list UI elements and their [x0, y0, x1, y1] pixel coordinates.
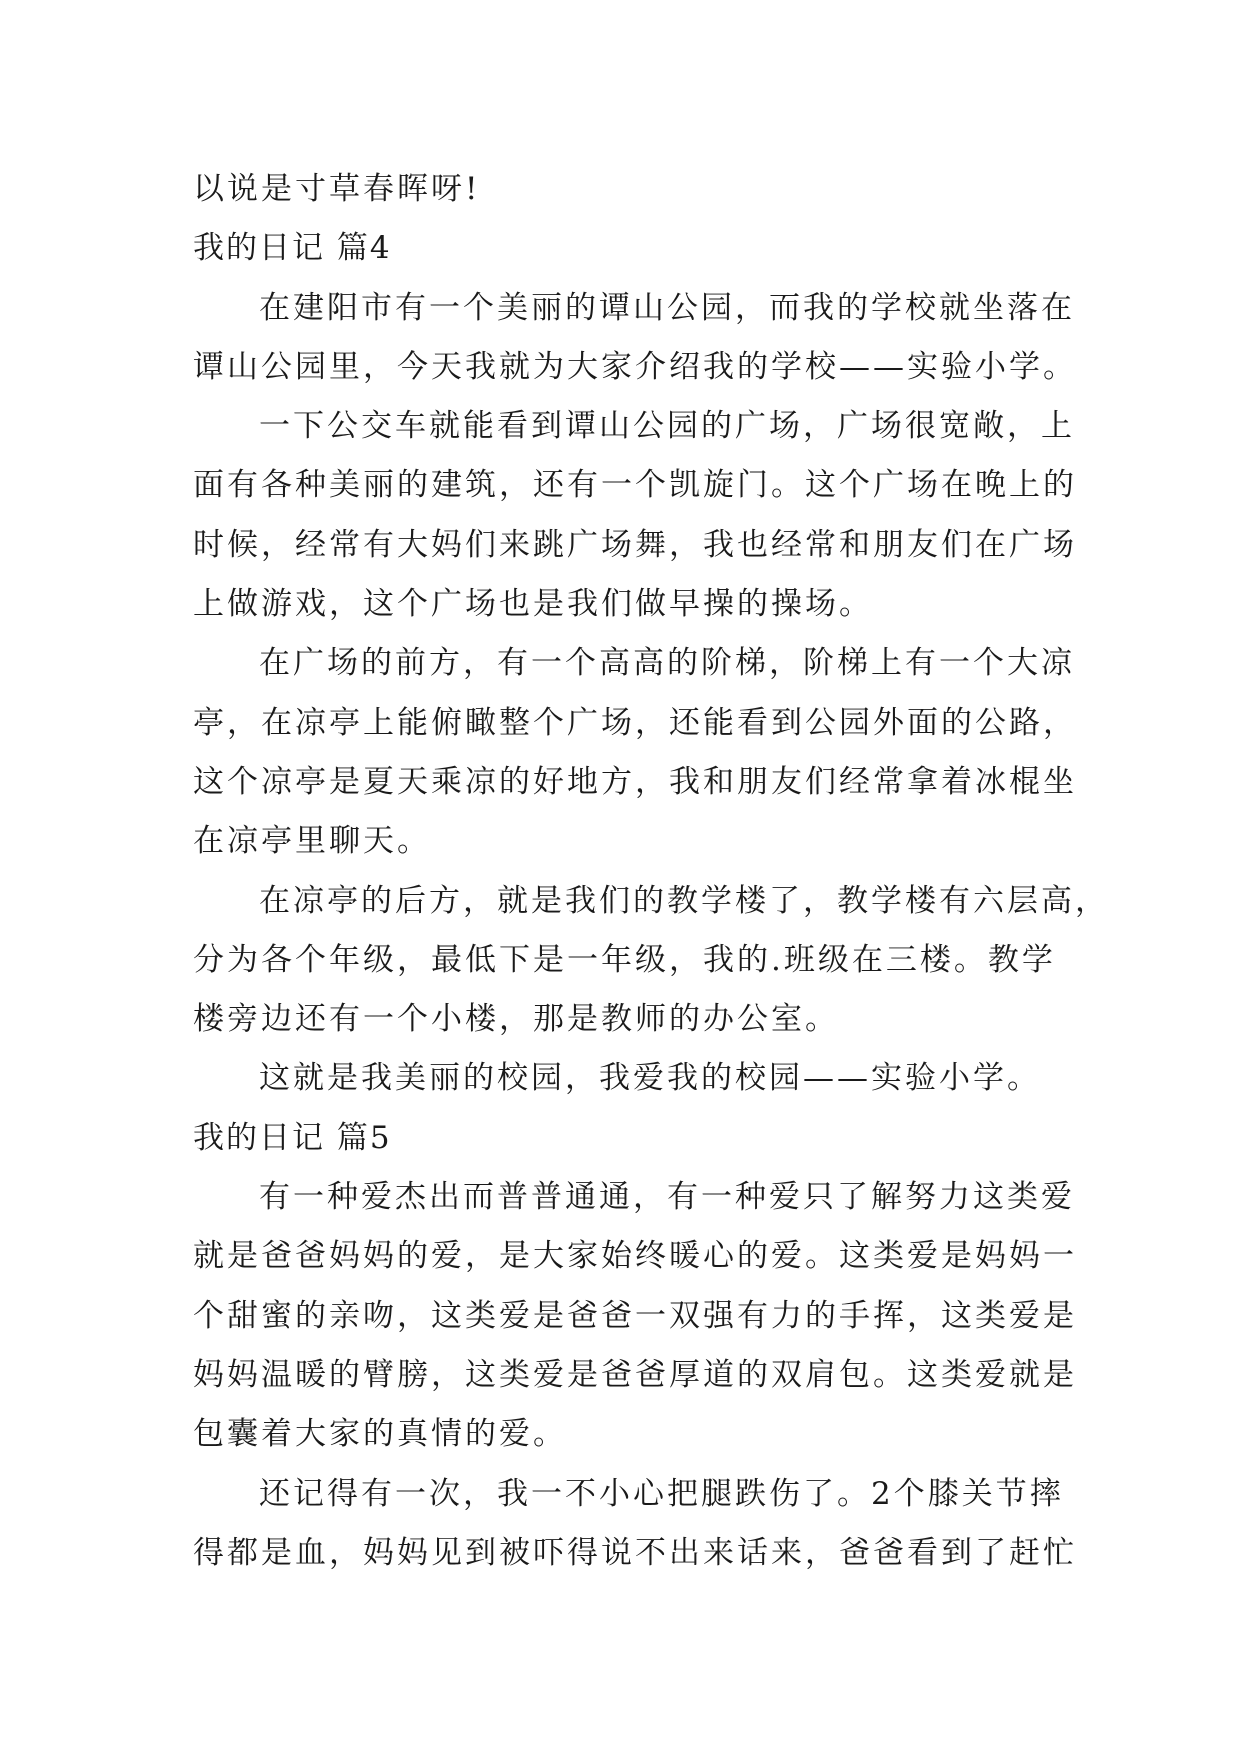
text-line: 时候，经常有大妈们来跳广场舞，我也经常和朋友们在广场	[193, 526, 1077, 563]
text-line: 还记得有一次，我一不小心把腿跌伤了。2个膝关节摔	[259, 1475, 1064, 1512]
text-line: 分为各个年级，最低下是一年级，我的.班级在三楼。教学	[193, 941, 1056, 978]
document-body	[193, 160, 1109, 1583]
text-line: 在建阳市有一个美丽的谭山公园，而我的学校就坐落在	[259, 289, 1075, 326]
text-line: 楼旁边还有一个小楼，那是教师的办公室。	[193, 1001, 839, 1038]
text-line: 这个凉亭是夏天乘凉的好地方，我和朋友们经常拿着冰棍坐	[193, 763, 1077, 800]
text-line: 亭，在凉亭上能俯瞰整个广场，还能看到公园外面的公路，	[193, 704, 1077, 741]
text-line: 在凉亭里聊天。	[193, 823, 431, 860]
section-heading: 我的日记 篇5	[193, 1119, 392, 1156]
text-line: 得都是血，妈妈见到被吓得说不出来话来，爸爸看到了赶忙	[193, 1534, 1077, 1571]
text-line: 就是爸爸妈妈的爱，是大家始终暖心的爱。这类爱是妈妈一	[193, 1238, 1077, 1275]
text-line: 妈妈温暖的臂膀，这类爱是爸爸厚道的双肩包。这类爱就是	[193, 1356, 1077, 1393]
text-line: 在凉亭的后方，就是我们的教学楼了，教学楼有六层高，	[259, 882, 1109, 919]
text-line: 谭山公园里，今天我就为大家介绍我的学校——实验小学。	[193, 348, 1077, 385]
text-line: 个甜蜜的亲吻，这类爱是爸爸一双强有力的手挥，这类爱是	[193, 1297, 1077, 1334]
text-line: 在广场的前方，有一个高高的阶梯，阶梯上有一个大凉	[259, 645, 1075, 682]
text-line: 一下公交车就能看到谭山公园的广场，广场很宽敞，上	[259, 408, 1075, 445]
text-line: 包囊着大家的真情的爱。	[193, 1416, 567, 1453]
text-line: 面有各种美丽的建筑，还有一个凯旋门。这个广场在晚上的	[193, 467, 1077, 504]
text-line: 以说是寸草春晖呀!	[193, 171, 481, 207]
section-heading: 我的日记 篇4	[193, 230, 392, 267]
text-line: 上做游戏，这个广场也是我们做早操的操场。	[193, 586, 873, 623]
text-line: 这就是我美丽的校园，我爱我的校园——实验小学。	[259, 1060, 1041, 1097]
text-line: 有一种爱杰出而普普通通，有一种爱只了解努力这类爱	[259, 1179, 1075, 1216]
